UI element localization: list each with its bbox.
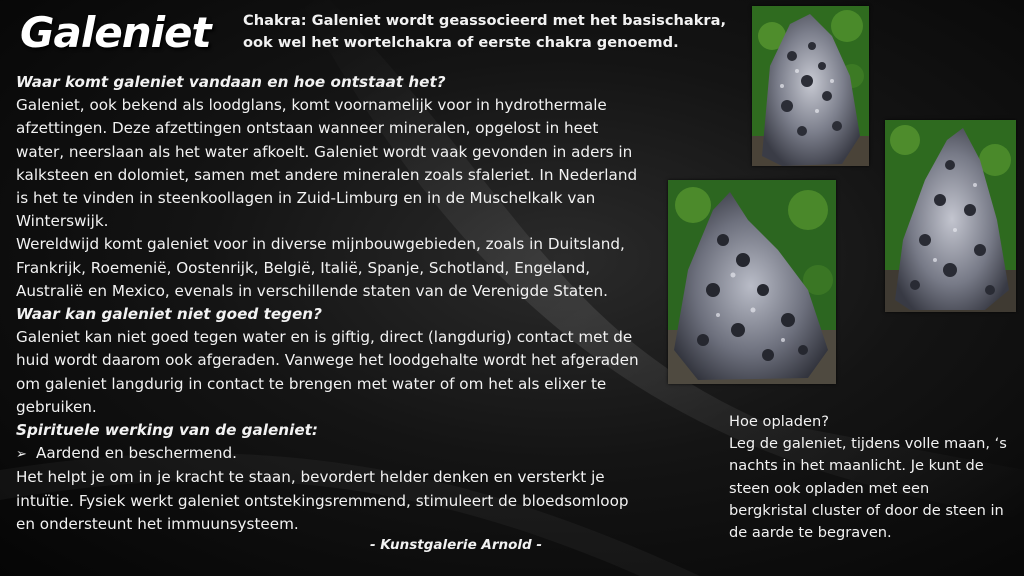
main-text (16, 71, 651, 536)
origin-heading: Waar komt galeniet vandaan en hoe ontstaat het? (16, 73, 446, 91)
arrow-bullet-icon: ➢ (16, 447, 27, 463)
galena-photo-top (752, 6, 869, 166)
page-title: Galeniet (20, 8, 211, 57)
chakra-text: Chakra: Galeniet wordt geassocieerd met het basischakra, ook wel het wortelchakra of eerste chakra genoemd. (243, 12, 727, 51)
spiritual-bullet-text: Aardend en beschermend. (36, 444, 237, 463)
spiritual-paragraph: Het helpt je om in je kracht te staan, bevordert helder denken en versterkt je intuïtie. Fysiek werkt galeniet ontstekingsremmend, stimuleert de bloedsomloop en ondersteunt het immuunsysteem. (16, 468, 629, 533)
origin-paragraph-2: Wereldwijd komt galeniet voor in diverse mijnbouwgebieden, zoals in Duitsland, Frankrijk, Roemenië, Oostenrijk, België, Italië, Spanje, Schotland, Engeland, Australië en Mexico, evenals in verschillende staten van de Verenigde Staten. (16, 235, 625, 300)
spiritual-bullet (16, 442, 651, 466)
galena-crystal-image (885, 120, 1016, 312)
caution-paragraph: Galeniet kan niet goed tegen water en is giftig, direct (langdurig) contact met de huid wordt daarom ook afgeraden. Vanwege het loodgehalte wordt het afgeraden om galeniet langdurig in contact te brengen met water of om het als elixer te gebruiken. (16, 328, 639, 416)
signature: - Kunstgalerie Arnold - (369, 537, 543, 553)
galena-crystal-image (668, 180, 836, 384)
origin-paragraph-1: Galeniet, ook bekend als loodglans, komt voornamelijk voor in hydrothermale afzettingen. Deze afzettingen ontstaan wanneer mineralen, opgelost in heet water, neerslaan als het water afkoelt. Galeniet wordt vaak gevonden in aders in kalksteen en dolomiet, samen met andere mineralen zoals sfaleriet. In Nederland is het te vinden in steenkoollagen in Zuid-Limburg en in de Muschelkalk van Winterswijk. (16, 96, 638, 231)
charging-answer: Leg de galeniet, tijdens volle maan, ‘s nachts in het maanlicht. Je kunt de steen ook opladen met een bergkristal cluster of door de steen in de aarde te begraven. (729, 435, 1007, 542)
caution-heading: Waar kan galeniet niet goed tegen? (16, 305, 322, 324)
galena-crystal-image (752, 6, 869, 166)
charging-question: Hoe opladen? (729, 413, 829, 430)
spiritual-heading: Spirituele werking van de galeniet: (16, 421, 318, 440)
galena-photo-right (885, 120, 1016, 312)
galena-photo-middle (668, 180, 836, 384)
charging-text (729, 411, 1009, 544)
